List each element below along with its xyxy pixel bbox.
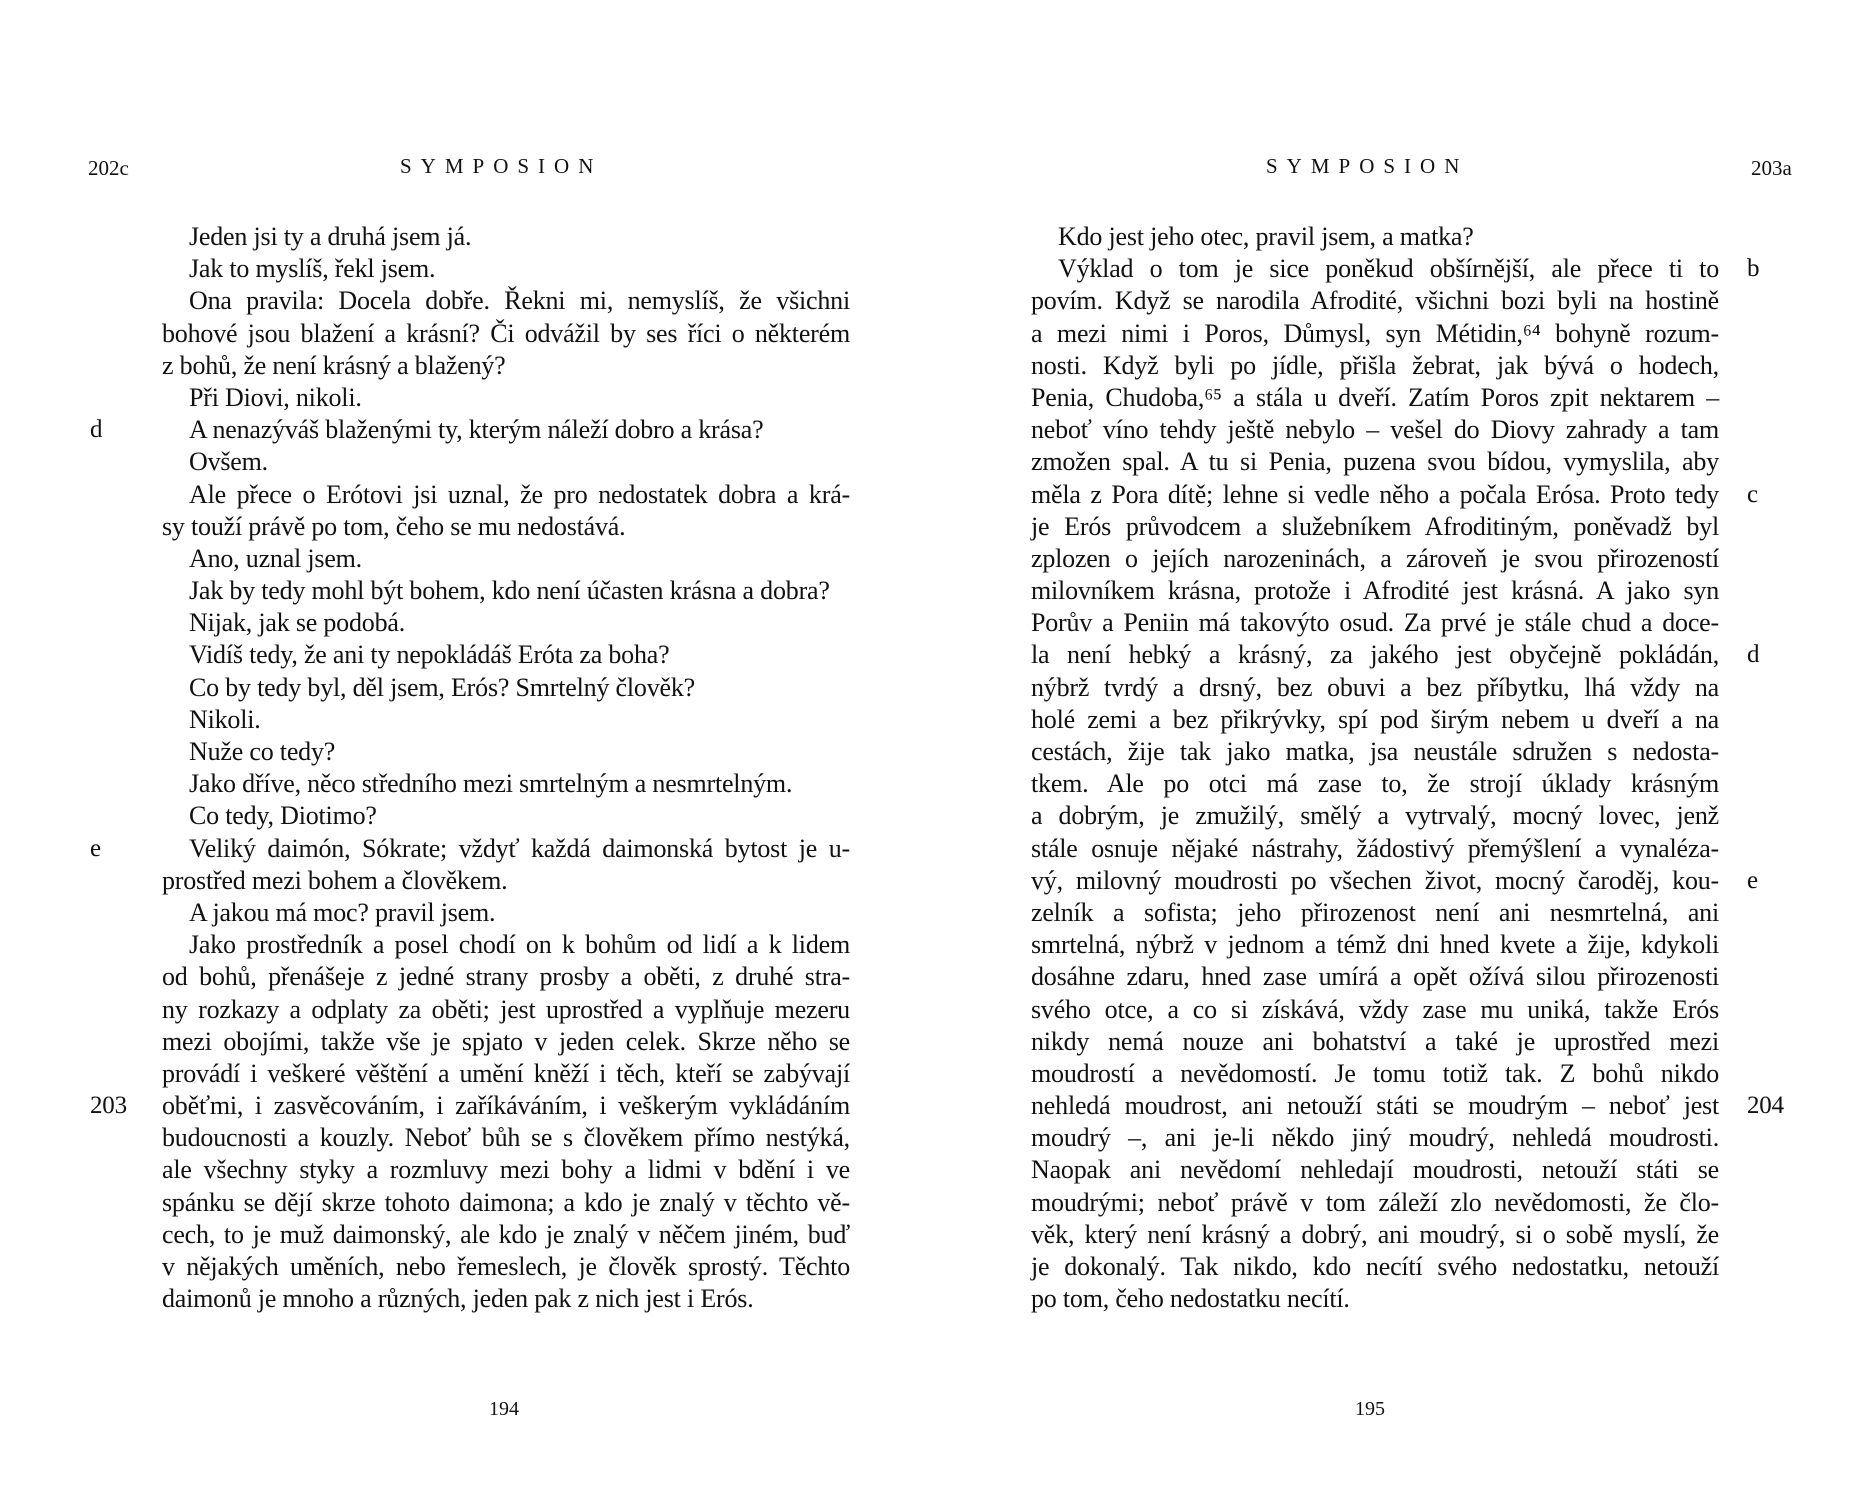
text-line-content: Vidíš tedy, že ani ty nepokládáš Eróta za boha? [189, 640, 670, 670]
text-line [162, 318, 850, 350]
stephanus-marker: e [90, 834, 101, 862]
text-line [162, 1026, 850, 1058]
text-line-content: dosáhne zdaru, hned zase umírá a opět ožívá silou přirozenosti [1031, 962, 1719, 992]
text-line [162, 929, 850, 961]
text-line-content: zplozen o jejích narozeninách, a zároveň je svou přirozeností [1031, 543, 1719, 573]
text-line [162, 1187, 850, 1219]
text-line-content: cech, to je muž daimonský, ale kdo je znalý v něčem jiném, buď [162, 1219, 850, 1249]
text-line-content: Penia, Chudoba,⁶⁵ a stála u dveří. Zatím Poros zpit nektarem – [1031, 382, 1719, 412]
text-line [162, 994, 850, 1026]
text-line [1031, 543, 1719, 575]
text-line-content: cestách, žije tak jako matka, jsa neustále sdružen s nedosta- [1031, 737, 1719, 766]
text-line-content: sy touží právě po tom, čeho se mu nedostává. [162, 511, 626, 541]
text-line [162, 1219, 850, 1251]
text-line [162, 511, 850, 543]
text-line [1031, 961, 1719, 993]
text-line-content: Při Diovi, nikoli. [189, 382, 362, 412]
text-line [162, 350, 850, 382]
text-line [162, 446, 850, 478]
text-line-content: nehledá moudrost, ani netouží státi se moudrým – neboť jest [1031, 1091, 1719, 1121]
text-line-content: nikdy nemá nouze ani bohatství a také je uprostřed mezi [1031, 1026, 1719, 1056]
text-line-content: je Erós průvodcem a služebníkem Afroditiným, poněvadž byl [1031, 511, 1719, 541]
text-line [1031, 446, 1719, 478]
text-line-content: moudrostí a nevědomostí. Je tomu totiž tak. Z bohů nikdo [1031, 1058, 1719, 1088]
text-line [1031, 768, 1719, 800]
text-line [162, 1154, 850, 1186]
text-line [162, 1122, 850, 1154]
text-line [90, 414, 850, 446]
stephanus-marker: b [1747, 255, 1760, 283]
text-line-content: Ona pravila: Docela dobře. Řekni mi, nemyslíš, že všichni [189, 286, 850, 316]
text-line [1031, 221, 1719, 253]
text-line [1031, 382, 1719, 414]
text-line-content: Veliký daimón, Sókrate; vždyť každá daimonská bytost je u- [189, 833, 850, 863]
text-line [162, 672, 850, 704]
text-line [1031, 833, 1719, 865]
text-line-content: daimonů je mnoho a různých, jeden pak z nich jest i Erós. [162, 1284, 754, 1314]
text-line-content: spánku se dějí skrze tohoto daimona; a kdo je znalý v těchto vě- [162, 1187, 850, 1217]
text-line [1031, 672, 1719, 704]
text-line-content: Ovšem. [189, 447, 268, 477]
text-line [1031, 414, 1719, 446]
running-head: SYMPOSION [400, 154, 603, 178]
text-line-content: Nijak, jak se podobá. [189, 608, 406, 638]
text-line-content: prostřed mezi bohem a člověkem. [162, 865, 508, 895]
text-line [162, 768, 850, 800]
text-line [1031, 350, 1719, 382]
text-line-content: po tom, čeho nedostatku necítí. [1031, 1284, 1350, 1314]
text-line-content: z bohů, že není krásný a blažený? [162, 350, 506, 380]
text-line [1031, 1026, 1719, 1058]
text-line-content: tkem. Ale po otci má zase to, že strojí úklady krásným [1031, 769, 1719, 799]
text-line [1031, 1154, 1719, 1186]
stephanus-marker: e [1747, 866, 1758, 894]
text-line [162, 575, 850, 607]
text-line-content: Ale přece o Erótovi jsi uznal, že pro nedostatek dobra a krá- [189, 479, 850, 509]
text-line [162, 1251, 850, 1283]
text-line-content: Nikoli. [189, 704, 261, 734]
page-number: 195 [1355, 1398, 1385, 1420]
body-text [1031, 221, 1784, 1315]
text-line-content: zmožen spal. A tu si Penia, puzena svou bídou, vymyslila, aby [1031, 447, 1719, 477]
running-head: SYMPOSION [1266, 154, 1469, 178]
text-line-content: vý, milovný moudrosti po všechen život, mocný čaroděj, kou- [1031, 865, 1719, 895]
text-line-content: Porův a Peniin má takovýto osud. Za prvé je stále chud a doce- [1031, 608, 1719, 638]
text-line-content: je dokonalý. Tak nikdo, kdo necítí svého nedostatku, netouží [1031, 1252, 1719, 1281]
stephanus-marker: d [1747, 641, 1760, 669]
text-line [1031, 607, 1719, 639]
text-line-content: A jakou má moc? pravil jsem. [189, 897, 496, 927]
text-line [1031, 1219, 1719, 1251]
text-line-content: Jak by tedy mohl být bohem, kdo není účasten krásna a dobra? [189, 576, 830, 606]
page-number: 194 [489, 1398, 519, 1420]
text-line [90, 833, 850, 865]
text-line-content: zelník a sofista; jeho přirozenost není ani nesmrtelná, ani [1031, 897, 1719, 927]
body-text [90, 221, 850, 1315]
stephanus-marker: 204 [1747, 1092, 1784, 1120]
text-line [1031, 318, 1719, 350]
text-line [162, 736, 850, 768]
text-line-content: věk, který není krásný a dobrý, ani moudrý, si o sobě myslí, že [1031, 1219, 1719, 1249]
text-line-content: ale všechny styky a rozmluvy mezi bohy a lidmi v bdění i ve [162, 1155, 850, 1185]
text-line-content: bohové jsou blažení a krásní? Či odvážil by ses říci o některém [162, 318, 850, 348]
section-reference: 202c [88, 156, 129, 180]
text-line [1031, 994, 1719, 1026]
text-line-content: Co by tedy byl, děl jsem, Erós? Smrtelný člověk? [189, 672, 695, 702]
text-line [162, 639, 850, 671]
text-line [162, 865, 850, 897]
text-line-content: Co tedy, Diotimo? [189, 801, 377, 831]
text-line-content: nýbrž tvrdý a drsný, bez obuvi a bez příbytku, lhá vždy na [1031, 672, 1719, 702]
text-line-content: a mezi nimi i Poros, Důmysl, syn Métidin,⁶⁴ bohyně rozum- [1031, 318, 1719, 348]
text-line-content: la není hebký a krásný, za jakého jest obyčejně pokládán, [1031, 640, 1719, 670]
text-line-content: Jeden jsi ty a druhá jsem já. [189, 222, 472, 251]
text-line-content: Ano, uznal jsem. [189, 543, 362, 573]
text-line-content: měla z Pora dítě; lehne si vedle něho a počala Erósa. Proto tedy [1031, 479, 1719, 509]
text-line-content: Kdo jest jeho otec, pravil jsem, a matka? [1058, 222, 1474, 251]
text-line-content: Jak to myslíš, řekl jsem. [189, 254, 436, 284]
text-line [1031, 1058, 1719, 1090]
text-line-content: od bohů, přenášeje z jedné strany prosby a oběti, z druhé stra- [162, 962, 850, 992]
text-line-content: svého otce, a co si získává, vždy zase mu uniká, takže Erós [1031, 994, 1719, 1024]
text-line [1031, 1283, 1719, 1315]
text-line-content: Jako prostředník a posel chodí on k bohům od lidí a k lidem [189, 930, 850, 960]
text-line [1031, 1187, 1719, 1219]
text-line [1031, 736, 1719, 768]
text-line [162, 253, 850, 285]
text-line-content: Naopak ani nevědomí nehledají moudrosti, netouží státi se [1031, 1155, 1719, 1185]
text-line-content: smrtelná, nýbrž v jednom a témž dni hned kvete a žije, kdykoli [1031, 930, 1719, 960]
text-line-content: Nuže co tedy? [189, 737, 336, 766]
text-line-content: moudrý –, ani je-li někdo jiný moudrý, nehledá moudrosti. [1031, 1123, 1719, 1153]
text-line [162, 285, 850, 317]
text-line [90, 1090, 850, 1122]
text-line-content: Výklad o tom je sice poněkud obšírnější, ale přece ti to [1058, 254, 1719, 284]
text-line [1031, 253, 1760, 285]
text-line-content: povím. Když se narodila Afrodité, všichni bozi byli na hostině [1031, 286, 1719, 316]
right-page [931, 0, 1862, 1501]
text-line-content: oběťmi, i zasvěcováním, i zaříkáváním, i veškerým vykládáním [162, 1091, 850, 1121]
text-line-content: ny rozkazy a odplaty za oběti; jest uprostřed a vyplňuje mezeru [162, 994, 850, 1024]
text-line [1031, 1251, 1719, 1283]
text-line [162, 543, 850, 575]
stephanus-marker: c [1747, 480, 1758, 508]
text-line [1031, 639, 1760, 671]
text-line [1031, 575, 1719, 607]
text-line-content: nosti. Když byli po jídle, přišla žebrat, jak bývá o hodech, [1031, 350, 1719, 380]
text-line-content: provádí i veškeré věštění a umění kněží i těch, kteří se zabývají [162, 1058, 850, 1088]
text-line-content: moudrými; neboť právě v tom záleží zlo nevědomosti, že člo- [1031, 1187, 1719, 1217]
text-line [162, 961, 850, 993]
text-line [162, 221, 850, 253]
section-reference: 203a [1751, 156, 1792, 180]
text-line-content: holé zemi a bez přikrývky, spí pod širým nebem u dveří a na [1031, 704, 1719, 734]
text-line [1031, 511, 1719, 543]
text-line [162, 382, 850, 414]
text-line [162, 704, 850, 736]
text-line [1031, 800, 1719, 832]
text-line [162, 1058, 850, 1090]
text-line [1031, 929, 1719, 961]
text-line [1031, 479, 1758, 511]
text-line-content: budoucnosti a kouzly. Neboť bůh se s člověkem přímo nestýká, [162, 1123, 850, 1153]
text-line-content: A nenazýváš blaženými ty, kterým náleží dobro a krása? [189, 415, 764, 445]
text-line [162, 800, 850, 832]
text-line-content: neboť víno tehdy ještě nebylo – vešel do Diovy zahrady a tam [1031, 415, 1719, 445]
text-line [162, 607, 850, 639]
text-line [1031, 897, 1719, 929]
text-line-content: stále osnuje nějaké nástrahy, žádostivý přemýšlení a vynaléza- [1031, 833, 1719, 863]
text-line-content: milovníkem krásna, protože i Afrodité jest krásná. A jako syn [1031, 576, 1719, 606]
text-line [162, 897, 850, 929]
stephanus-marker: 203 [90, 1092, 127, 1120]
text-line [1031, 865, 1758, 897]
text-line [1031, 704, 1719, 736]
text-line [1031, 1090, 1784, 1122]
text-line [162, 1283, 850, 1315]
text-line-content: Jako dříve, něco středního mezi smrtelným a nesmrtelným. [189, 769, 793, 799]
text-line [1031, 285, 1719, 317]
text-line-content: v nějakých uměních, nebo řemeslech, je člověk sprostý. Těchto [162, 1252, 850, 1281]
text-line-content: a dobrým, je zmužilý, smělý a vytrvalý, mocný lovec, jenž [1031, 801, 1719, 831]
stephanus-marker: d [90, 416, 103, 444]
text-line-content: mezi obojími, takže vše je spjato v jeden celek. Skrze něho se [162, 1026, 850, 1056]
text-line [1031, 1122, 1719, 1154]
text-line [162, 479, 850, 511]
